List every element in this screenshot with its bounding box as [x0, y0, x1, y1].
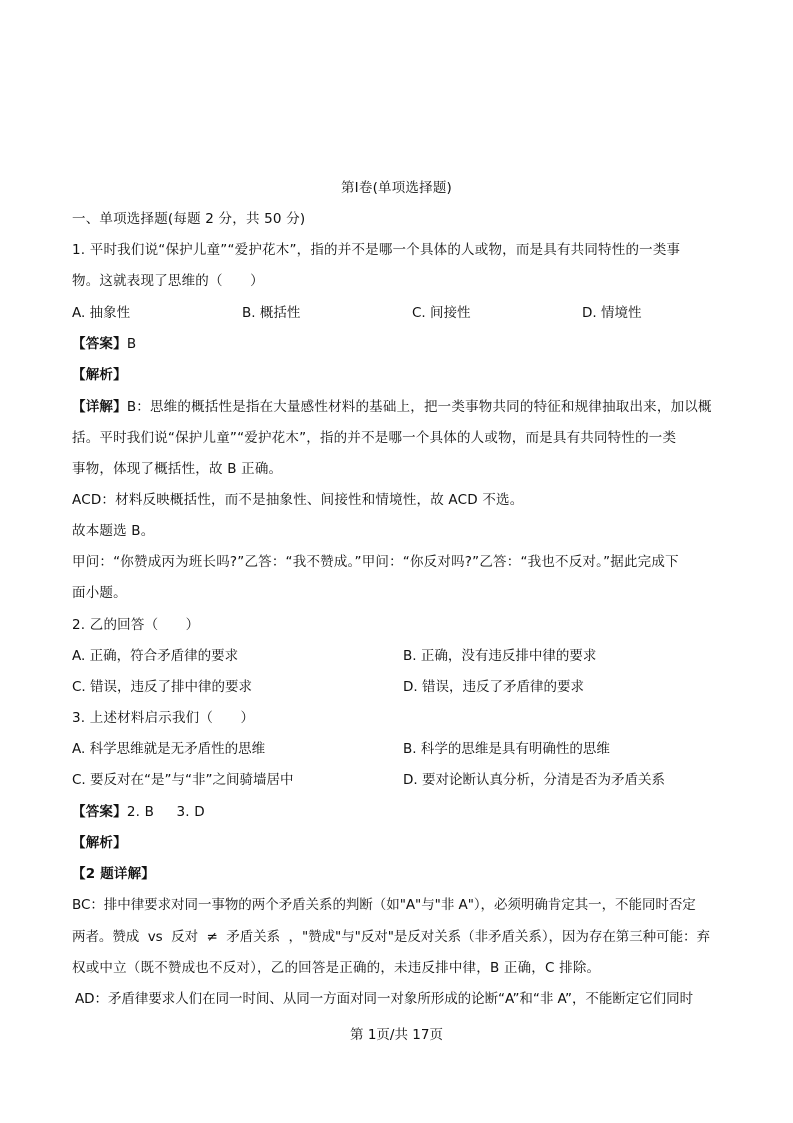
q1-option-a: A. 抽象性: [72, 305, 131, 321]
q3-stem: 3. 上述材料启示我们（ ）: [72, 710, 255, 726]
q2-stem: 2. 乙的回答（ ）: [72, 617, 200, 633]
q2-option-a: A. 正确，符合矛盾律的要求: [72, 648, 239, 664]
page-footer: 第 1页/共 17页: [350, 1027, 443, 1043]
answers2-line2: 两者。赞成 vs 反对 ≠ 矛盾关系 ，"赞成"与"反对"是反对关系（非矛盾关系），因为存在第三种可能：弃: [72, 929, 710, 945]
answers2-analysis-tag: 【解析】: [72, 835, 127, 851]
q1-detail-line3: 事物，体现了概括性，故 B 正确。: [72, 461, 283, 477]
q3-option-b: B. 科学的思维是具有明确性的思维: [403, 741, 610, 757]
q2-option-b: B. 正确，没有违反排中律的要求: [403, 648, 597, 664]
answer-tag: 【答案】: [72, 804, 127, 820]
answers2-line3: 权或中立（既不赞成也不反对），乙的回答是正确的，未违反排中律，B 正确，C 排除。: [72, 960, 601, 976]
answer-value: 2. B 3. D: [126, 804, 205, 820]
material-line2: 面小题。: [72, 585, 127, 601]
answers2-line: [72, 802, 205, 822]
q3-option-a: A. 科学思维就是无矛盾性的思维: [72, 741, 266, 757]
q1-detail-line4: ACD：材料反映概括性，而不是抽象性、间接性和情境性，故 ACD 不选。: [72, 492, 524, 508]
q1-option-d: D. 情境性: [582, 305, 642, 321]
answer-value: B: [126, 336, 137, 352]
detail-tag: 【详解】: [72, 399, 127, 415]
q2-option-d: D. 错误，违反了矛盾律的要求: [403, 679, 584, 695]
answers2-line4: AD：矛盾律要求人们在同一时间、从同一方面对同一对象所形成的论断“A”和“非 A”，不能断定它们同时: [75, 991, 694, 1007]
answers2-detail-tag: 【2 题详解】: [72, 866, 155, 882]
q2-option-c: C. 错误，违反了排中律的要求: [72, 679, 253, 695]
q1-answer-line: [72, 334, 136, 354]
answer-tag: 【答案】: [72, 336, 127, 352]
q3-option-c: C. 要反对在“是”与“非”之间骑墙居中: [72, 772, 294, 788]
section-title: 第Ⅰ卷(单项选择题): [340, 180, 452, 196]
q1-option-c: C. 间接性: [412, 305, 471, 321]
q1-option-b: B. 概括性: [242, 305, 301, 321]
q1-stem-line1: 1. 平时我们说“保护儿童”“爱护花木”，指的并不是哪一个具体的人或物，而是具有共同特性的一类事: [72, 242, 681, 258]
part-heading: 一、单项选择题(每题 2 分，共 50 分): [72, 211, 306, 227]
q3-option-d: D. 要对论断认真分析，分清是否为矛盾关系: [403, 772, 665, 788]
material-line1: 甲问：“你赞成丙为班长吗?”乙答：“我不赞成。”甲问：“你反对吗?”乙答：“我也不反对。”据此完成下: [72, 554, 679, 570]
answers2-line1: BC：排中律要求对同一事物的两个矛盾关系的判断（如"A"与"非 A"），必须明确肯定其一，不能同时否定: [72, 897, 696, 913]
q1-stem-line2: 物。这就表现了思维的（ ）: [72, 273, 264, 289]
q1-detail-line2: 括。平时我们说“保护儿童”“爱护花木”，指的并不是哪一个具体的人或物，而是具有共同特性的一类: [72, 430, 677, 446]
q1-detail-line5: 故本题选 B。: [72, 523, 155, 539]
q1-detail-line1: 【详解】B：思维的概括性是指在大量感性材料的基础上，把一类事物共同的特征和规律抽取出来，加以概: [72, 399, 712, 415]
q1-analysis-tag: 【解析】: [72, 367, 127, 383]
